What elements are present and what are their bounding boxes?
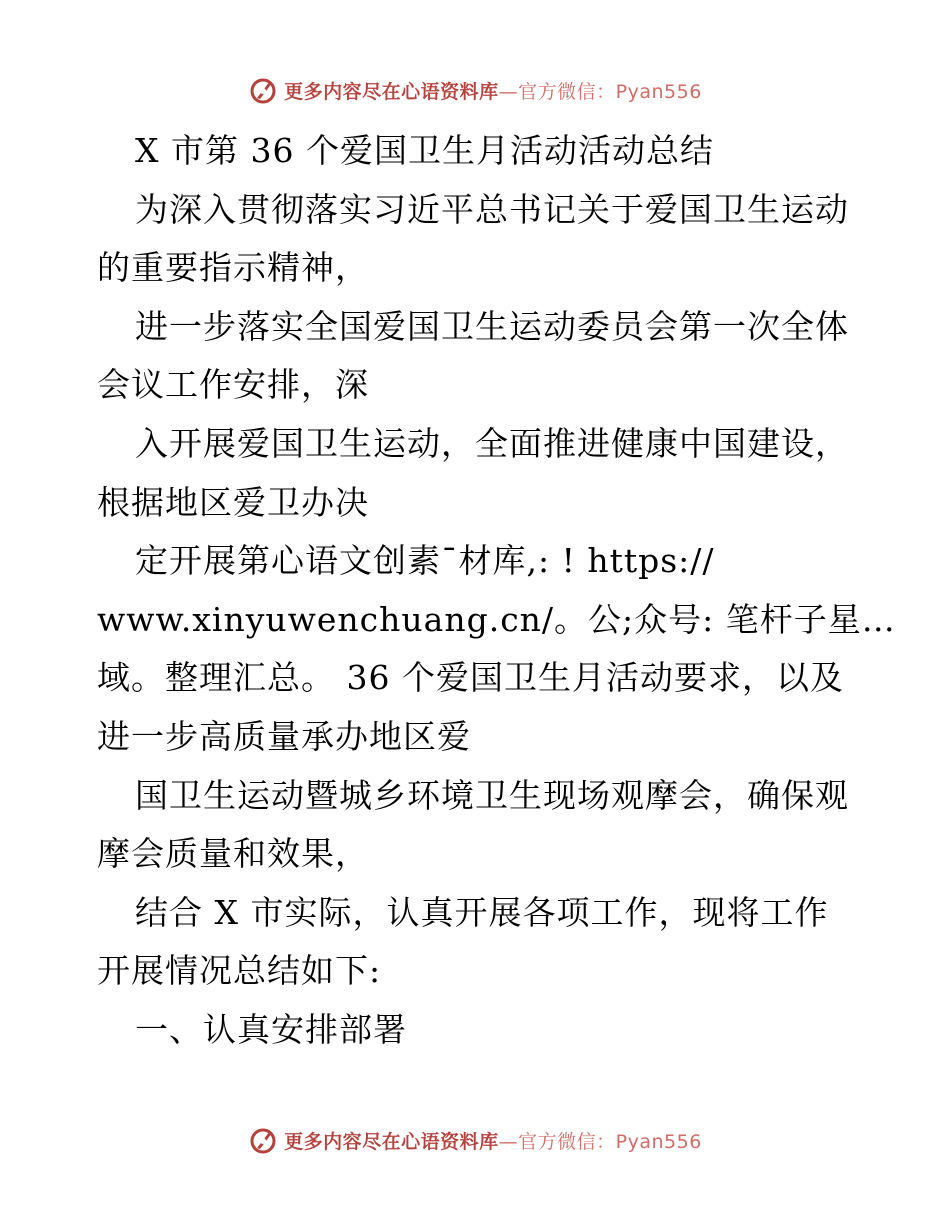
banner-main-text: 更多内容尽在心语资料库 [284, 1130, 499, 1153]
banner-text [284, 1127, 702, 1154]
document-line: 国卫生运动暨城乡环境卫生现场观摩会，确保观 [135, 775, 849, 815]
quill-circle-logo-icon [248, 75, 278, 105]
document-line: 的重要指示精神， [97, 248, 369, 288]
document-line: 入开展爱国卫生运动，全面推进健康中国建设， [135, 423, 849, 463]
footer-watermark-banner [0, 1122, 950, 1158]
document-line: 为深入贯彻落实习近平总书记关于爱国卫生运动 [135, 189, 849, 229]
banner-accent-text: —官方微信：Pyan556 [498, 1130, 702, 1153]
banner-text [284, 77, 702, 104]
document-line: 会议工作安排，深 [97, 365, 369, 405]
document-title: X 市第 36 个爱国卫生月活动活动总结 [135, 131, 714, 170]
document-line: 进一步落实全国爱国卫生运动委员会第一次全体 [135, 306, 849, 346]
document-line: 进一步高质量承办地区爱 [97, 716, 471, 756]
document-line: 结合 X 市实际，认真开展各项工作，现将工作 [135, 892, 829, 932]
document-line: 开展情况总结如下: [97, 951, 382, 991]
document-line: 定开展第心语文创素¯材库,: ! https:// [135, 541, 715, 581]
document-body [97, 122, 896, 1060]
document-line: www.xinyuwenchuang.cn/。公;众号: 笔杆子星… [97, 599, 896, 639]
banner-main-text: 更多内容尽在心语资料库 [284, 80, 499, 103]
quill-circle-logo-icon [248, 1125, 278, 1155]
banner-accent-text: —官方微信：Pyan556 [498, 80, 702, 103]
document-line: 域。整理汇总。 36 个爱国卫生月活动要求，以及 [97, 658, 844, 698]
document-line: 一、认真安排部署 [135, 1009, 407, 1049]
document-line: 摩会质量和效果， [97, 834, 369, 874]
header-watermark-banner [0, 72, 950, 108]
document-line: 根据地区爱卫办决 [97, 482, 369, 522]
